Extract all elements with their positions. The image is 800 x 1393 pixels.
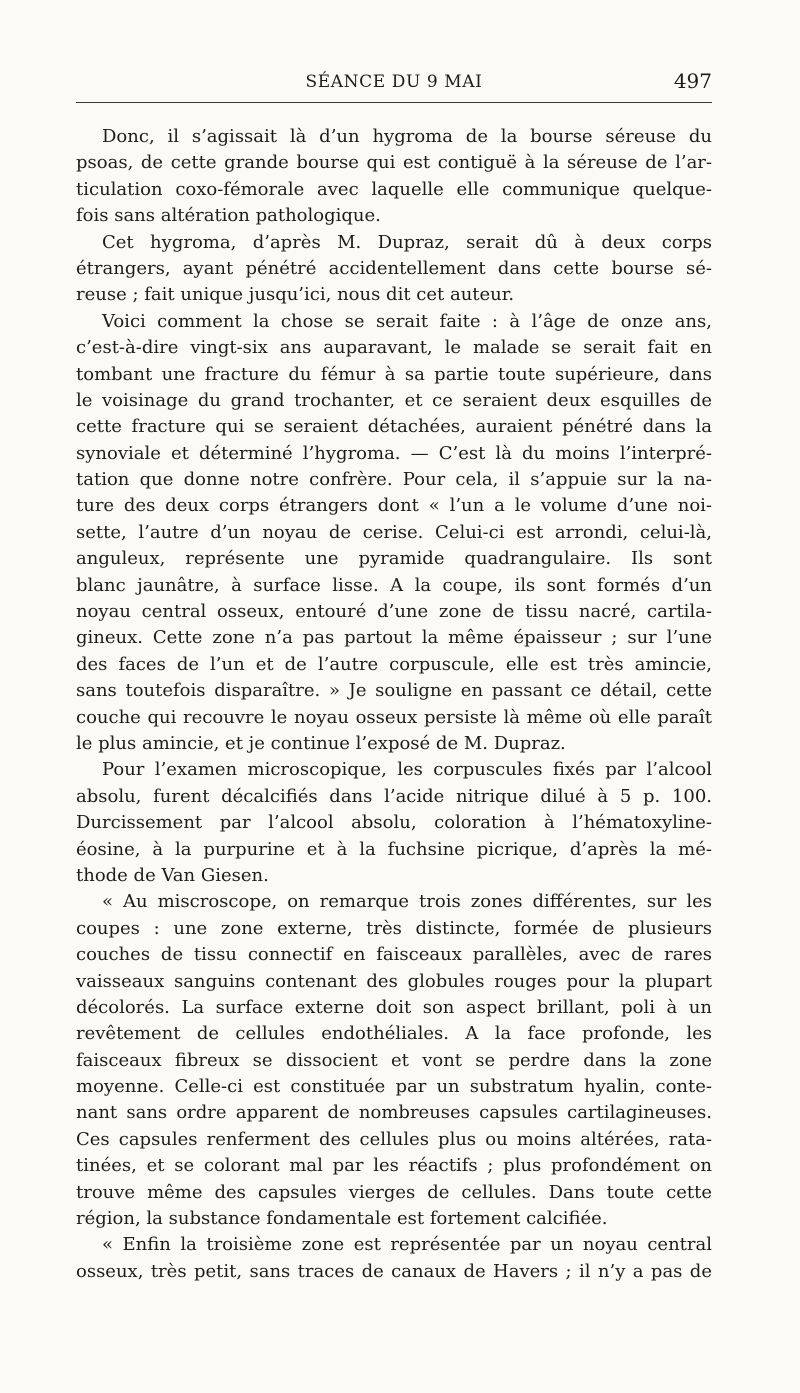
body-text	[76, 124, 712, 1285]
text-line: tinées, et se colorant mal par les réactifs ; plus profondément on	[76, 1155, 712, 1177]
text-line: nant sans ordre apparent de nombreuses capsules cartilagineuses.	[76, 1102, 712, 1124]
text-line: tation que donne notre confrère. Pour cela, il s’appuie sur la na-	[76, 469, 712, 491]
text-line: le voisinage du grand trochanter, et ce seraient deux esquilles de	[76, 389, 712, 411]
text-line: Pour l’examen microscopique, les corpuscules fixés par l’alcool	[102, 759, 712, 781]
header-rule	[76, 102, 712, 103]
text-line: osseux, très petit, sans traces de canaux de Havers ; il n’y a pas de	[76, 1260, 712, 1282]
text-line: couche qui recouvre le noyau osseux persiste là même où elle paraît	[76, 706, 712, 728]
running-title: SÉANCE DU 9 MAI	[305, 72, 483, 92]
text-line: absolu, furent décalcifiés dans l’acide nitrique dilué à 5 p. 100.	[76, 785, 712, 807]
text-line: psoas, de cette grande bourse qui est contiguë à la séreuse de l’ar-	[76, 152, 712, 174]
text-line: anguleux, représente une pyramide quadrangulaire. Ils sont	[76, 548, 712, 570]
text-line: thode de Van Giesen.	[76, 864, 269, 886]
text-line: gineux. Cette zone n’a pas partout la même épaisseur ; sur l’une	[76, 627, 712, 649]
text-line: Ces capsules renferment des cellules plus ou moins altérées, rata-	[76, 1128, 712, 1150]
text-line: des faces de l’un et de l’autre corpuscule, elle est très amincie,	[76, 653, 712, 675]
text-line: Durcissement par l’alcool absolu, coloration à l’hématoxyline-	[76, 812, 712, 834]
text-line: trouve même des capsules vierges de cellules. Dans toute cette	[76, 1181, 712, 1203]
text-line: coupes : une zone externe, très distincte, formée de plusieurs	[76, 917, 712, 939]
text-line: reuse ; fait unique jusqu’ici, nous dit cet auteur.	[76, 284, 515, 306]
running-head	[76, 64, 712, 98]
text-line: tombant une fracture du fémur à sa partie toute supérieure, dans	[76, 363, 712, 385]
text-line: synoviale et déterminé l’hygroma. — C’est là du moins l’interpré-	[76, 442, 712, 464]
text-line: blanc jaunâtre, à surface lisse. A la coupe, ils sont formés d’un	[76, 574, 712, 596]
text-line: c’est-à-dire vingt-six ans auparavant, le malade se serait fait en	[76, 337, 712, 359]
text-line: revêtement de cellules endothéliales. A la face profonde, les	[76, 1023, 712, 1045]
text-line: Cet hygroma, d’après M. Dupraz, serait dû à deux corps	[102, 231, 712, 253]
text-line: vaisseaux sanguins contenant des globules rouges pour la plupart	[76, 970, 712, 992]
text-line: sette, l’autre d’un noyau de cerise. Celui-ci est arrondi, celui-là,	[76, 521, 712, 543]
text-line: décolorés. La surface externe doit son aspect brillant, poli à un	[76, 996, 712, 1018]
text-line: région, la substance fondamentale est fortement calcifiée.	[76, 1208, 608, 1230]
text-line: « Enfin la troisième zone est représentée par un noyau central	[102, 1234, 712, 1256]
text-line: faisceaux fibreux se dissocient et vont se perdre dans la zone	[76, 1049, 712, 1071]
text-line: ticulation coxo-fémorale avec laquelle elle communique quelque-	[76, 178, 712, 200]
text-line: le plus amincie, et je continue l’exposé de M. Dupraz.	[76, 732, 566, 754]
text-line: ture des deux corps étrangers dont « l’un a le volume d’une noi-	[76, 495, 712, 517]
text-line: sans toutefois disparaître. » Je souligne en passant ce détail, cette	[76, 680, 712, 702]
text-line: éosine, à la purpurine et à la fuchsine picrique, d’après la mé-	[76, 838, 712, 860]
text-line: étrangers, ayant pénétré accidentellement dans cette bourse sé-	[76, 257, 712, 279]
text-line: Voici comment la chose se serait faite : à l’âge de onze ans,	[102, 310, 712, 332]
text-line: noyau central osseux, entouré d’une zone de tissu nacré, cartila-	[76, 601, 712, 623]
text-line: fois sans altération pathologique.	[76, 205, 381, 227]
text-line: « Au miscroscope, on remarque trois zones différentes, sur les	[102, 891, 712, 913]
page-number: 497	[673, 69, 712, 93]
text-line: moyenne. Celle-ci est constituée par un substratum hyalin, conte-	[76, 1076, 712, 1098]
text-line: Donc, il s’agissait là d’un hygroma de la bourse séreuse du	[102, 126, 712, 147]
text-line: cette fracture qui se seraient détachées, auraient pénétré dans la	[76, 416, 712, 438]
text-line: couches de tissu connectif en faisceaux parallèles, avec de rares	[76, 944, 712, 966]
